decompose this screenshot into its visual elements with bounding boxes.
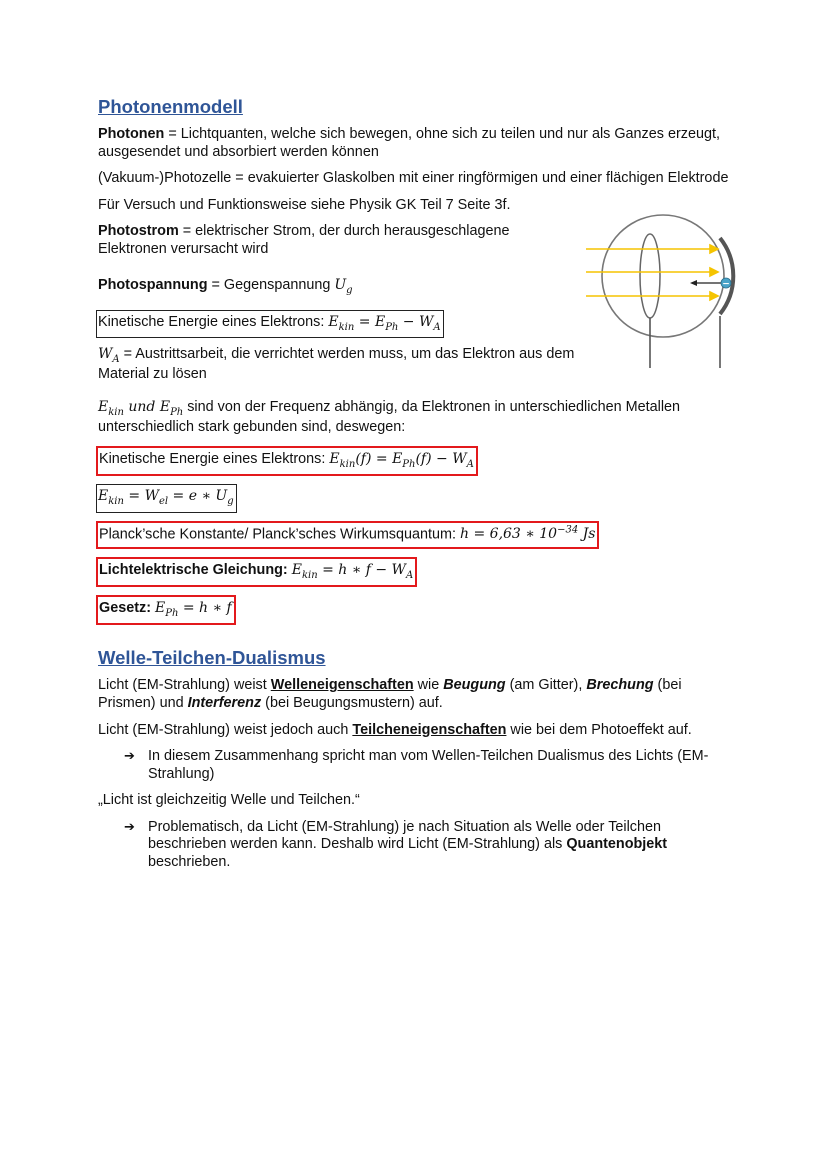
bullet-quantenobjekt: ➔ Problematisch, da Licht (EM-Strahlung) je nach Situation als Welle oder Teilchen beschrieben werden kann. Deshalb wird Licht (EM-Strahlung) als Quantenobjekt beschrieben. xyxy=(124,818,668,870)
section-title-photonenmodell: Photonenmodell xyxy=(98,96,243,117)
cathode-plate xyxy=(720,238,733,314)
photocell-diagram xyxy=(580,212,740,372)
planck-constant-formula: h = 6,63 ∗ $10^{-34}$ Js xyxy=(460,524,596,543)
quote-licht: „Licht ist gleichzeitig Welle und Teilchen.“ xyxy=(98,792,360,809)
wa-symbol: $W_A$ xyxy=(98,345,120,365)
photospannung-term: Photospannung xyxy=(98,276,208,293)
section-title-welle-teilchen: Welle-Teilchen-Dualismus xyxy=(98,647,326,669)
electron-arrowhead xyxy=(690,280,697,286)
kinetic-energy-box: Kinetische Energie eines Elektrons: $E_{kin} = E_{Ph} - W_A$ xyxy=(96,310,444,338)
ekin-wel-box xyxy=(96,484,237,512)
ring-anode xyxy=(640,234,660,318)
ekin-eph-symbol: $E_{kin}$ und $E_{Ph}$ xyxy=(98,399,184,419)
quantenobjekt-term: Quantenobjekt xyxy=(566,836,668,853)
photostrom-term: Photostrom xyxy=(98,223,179,240)
teilcheneigenschaften-paragraph: Licht (EM-Strahlung) weist jedoch auch Teilcheneigenschaften wie bei dem Photoeffekt auf. xyxy=(98,721,692,738)
ekin-wel-formula: $E_{kin} = W_{el} = e$ ∗ $U_g$ xyxy=(98,488,234,508)
frequency-dependence-text: $E_{kin}$ und $E_{Ph}$ sind von der Frequenz abhängig, da Elektronen in unterschiedlichen Metallen unterschiedlich stark gebunden sind, deswegen: xyxy=(98,399,681,436)
brechung-term: Brechung xyxy=(586,677,654,694)
photospannung-symbol: $U_g$ xyxy=(334,276,353,296)
photostrom-definition: Photostrom = elektrischer Strom, der durch herausgeschlagene Elektronen verursacht wird xyxy=(98,223,510,257)
kinetic-energy-frequency-formula: $E_{kin}(f) = E_{Ph}(f) - W_A$ xyxy=(329,450,474,470)
gesetz-box: Gesetz: $E_{Ph} = h$ ∗ f xyxy=(96,595,236,625)
welleneigenschaften-paragraph: Licht (EM-Strahlung) weist Welleneigenschaften wie Beugung (am Gitter), Brechung (bei Prismen) und Interferenz (bei Beugungsmustern) auf. xyxy=(98,677,682,712)
kinetic-energy-frequency-box: Kinetische Energie eines Elektrons: $E_{kin}(f) = E_{Ph}(f) - W_A$ xyxy=(96,446,478,476)
photoelectric-equation-box: Lichtelektrische Gleichung: $E_{kin} = h$ ∗ $f - W_A$ xyxy=(96,557,417,587)
welleneigenschaften-term: Welleneigenschaften xyxy=(270,677,414,694)
electron-minus-sign: − xyxy=(722,279,730,290)
photonen-definition: Photonen = Lichtquanten, welche sich bewegen, ohne sich zu teilen und nur als Ganzes erzeugt, ausgesendet und absorbiert werden können xyxy=(98,126,720,160)
photozelle-definition: (Vakuum-)Photozelle = evakuierter Glaskolben mit einer ringförmigen und einer flächigen Elektrode xyxy=(98,170,729,187)
photonen-term: Photonen xyxy=(98,126,165,143)
glass-bulb xyxy=(602,215,724,337)
planck-constant-box: Planck’sche Konstante/ Planck’sches Wirkumsquantum: h = 6,63 ∗ $10^{-34}$ Js xyxy=(96,521,599,549)
photoelectric-equation-formula: $E_{kin} = h$ ∗ $f - W_A$ xyxy=(291,561,414,581)
bullet-dualismus: ➔ In diesem Zusammenhang spricht man vom Wellen-Teilchen Dualismus des Lichts (EM-Strahlung) xyxy=(124,748,709,782)
beugung-term: Beugung xyxy=(443,677,506,694)
gesetz-formula: $E_{Ph} = h$ ∗ f xyxy=(154,599,232,619)
light-ray-arrowhead xyxy=(710,292,718,300)
interferenz-term: Interferenz xyxy=(187,695,262,712)
light-ray-arrowhead xyxy=(710,268,718,276)
arrow-icon: ➔ xyxy=(124,819,135,835)
photospannung-definition: Photospannung = Gegenspannung $U_g$ xyxy=(98,276,353,296)
arrow-icon: ➔ xyxy=(124,749,135,765)
austrittsarbeit-definition: $W_A$ = Austrittsarbeit, die verrichtet werden muss, um das Elektron aus dem Material zu lösen xyxy=(98,345,575,382)
versuch-reference: Für Versuch und Funktionsweise siehe Physik GK Teil 7 Seite 3f. xyxy=(98,196,511,213)
teilcheneigenschaften-term: Teilcheneigenschaften xyxy=(352,721,507,738)
kinetic-energy-formula: $E_{kin} = E_{Ph} - W_A$ xyxy=(328,313,441,333)
